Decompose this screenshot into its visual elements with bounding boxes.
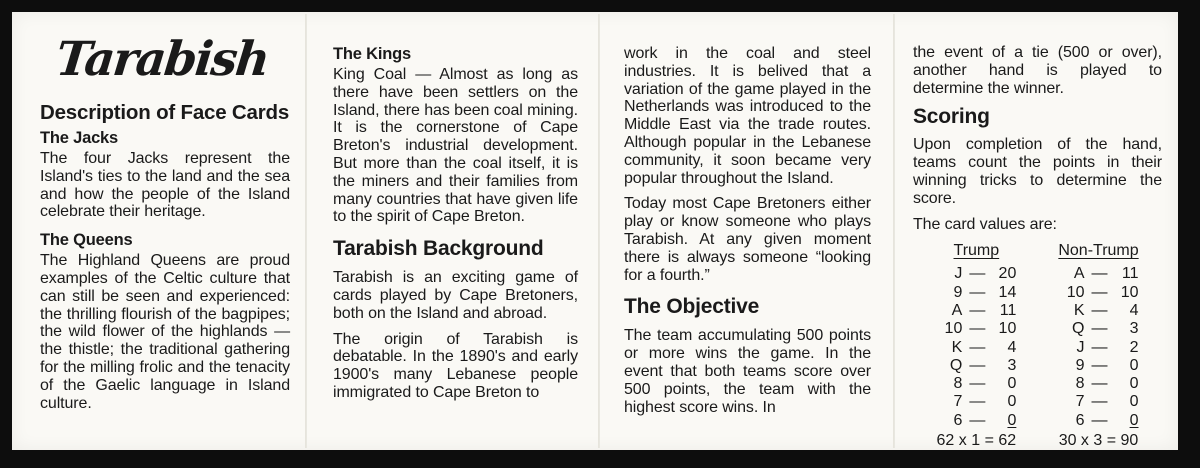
card-value-dash: —	[1091, 356, 1108, 374]
card-value-rank: 6	[1075, 411, 1085, 429]
card-value-row	[936, 265, 1016, 283]
card-value-rank: A	[951, 301, 963, 319]
card-value-row	[1058, 320, 1138, 338]
card-value-val: 3	[1129, 320, 1139, 338]
card-value-dash: —	[1091, 393, 1108, 411]
non-trump-column	[1058, 242, 1138, 450]
trump-total: 62 x 1 = 62	[936, 432, 1017, 450]
card-value-rank: J	[954, 265, 963, 283]
card-value-dash: —	[1091, 338, 1108, 356]
card-value-val: 10	[998, 320, 1017, 338]
card-value-row	[1058, 284, 1138, 302]
card-value-dash: —	[969, 283, 986, 301]
card-value-dash: —	[1091, 265, 1108, 283]
history-paragraph-2: Today most Cape Bretoners either play or know someone who plays Tarabish. At any given moment there is always someone “looking for a fourth.”	[624, 195, 871, 284]
card-value-val: 0	[1007, 375, 1017, 393]
history-paragraph-1: work in the coal and steel industries. It is belived that a variation of the game played in the Netherlands was introduced to the Middle East via the trade routes. Although popular in the Lebanese community, it soon became very popular throughout the Island.	[624, 45, 871, 187]
face-cards-heading: Description of Face Cards	[40, 101, 290, 124]
card-value-dash: —	[1091, 301, 1108, 319]
card-values-label: The card values are:	[913, 215, 1057, 233]
pamphlet-paper	[12, 12, 1178, 450]
objective-text: The team accumulating 500 points or more wins the game. In the event that both teams score over 500 points, the team with the highest score wins. In	[624, 327, 871, 416]
jacks-text: The four Jacks represent the Island's ties to the land and the sea and how the people of the Island celebrate their heritage.	[40, 150, 290, 221]
card-value-dash: —	[969, 356, 986, 374]
card-value-row	[936, 393, 1016, 411]
card-value-dash: —	[969, 393, 986, 411]
card-value-rank: 7	[1075, 393, 1085, 411]
card-value-rank: 10	[1066, 283, 1085, 301]
card-value-row	[936, 375, 1016, 393]
card-value-dash: —	[969, 301, 986, 319]
card-value-row	[936, 357, 1016, 375]
card-value-rank: Q	[949, 356, 963, 374]
non-trump-header: Non-Trump	[1058, 242, 1139, 260]
scoring-text: Upon completion of the hand, teams count the points in their winning tricks to determine the score.	[913, 136, 1162, 207]
trump-column	[936, 242, 1016, 450]
card-value-val: 0	[1007, 411, 1017, 429]
card-value-row	[936, 320, 1016, 338]
card-value-row	[1058, 375, 1138, 393]
card-value-val: 14	[998, 283, 1017, 301]
card-value-dash: —	[1091, 375, 1108, 393]
kings-text: King Coal — Almost as long as there have been settlers on the Island, there has been coal mining. It is the cornerstone of Cape Breton's industrial development. But more than the coal itself, it is the miners and their families from many countries that have given life to the spirit of Cape Breton.	[333, 66, 578, 226]
card-value-rank: 9	[1075, 356, 1085, 374]
card-value-rank: K	[951, 338, 963, 356]
non-trump-total: 30 x 3 = 90	[1058, 432, 1139, 450]
card-values-table	[913, 242, 1162, 450]
card-value-rank: 6	[953, 411, 963, 429]
queens-text: The Highland Queens are proud examples of the Celtic culture that can still be seen and experienced: the thrilling flourish of the bagpipes; the wild flower of the highlands — the thistle; the traditional gathering for the milling frolic and the tenacity of the Gaelic language in Island culture.	[40, 252, 290, 412]
card-value-row	[1058, 393, 1138, 411]
tie-text: the event of a tie (500 or over), another hand is played to determine the winner.	[913, 44, 1162, 97]
card-value-row	[1058, 412, 1138, 430]
jacks-heading: The Jacks	[40, 129, 119, 147]
card-value-rank: 7	[953, 393, 963, 411]
card-value-val: 0	[1129, 375, 1139, 393]
card-value-dash: —	[969, 375, 986, 393]
card-value-rank: 10	[944, 320, 963, 338]
card-value-row	[936, 339, 1016, 357]
card-value-dash: —	[969, 411, 986, 429]
card-value-val: 4	[1129, 301, 1139, 319]
objective-heading: The Objective	[624, 295, 760, 319]
card-value-dash: —	[1091, 320, 1108, 338]
card-value-row	[1058, 339, 1138, 357]
card-value-dash: —	[1091, 283, 1108, 301]
card-value-row	[1058, 302, 1138, 320]
background-paragraph-1: Tarabish is an exciting game of cards played by Cape Bretoners, both on the Island and abroad.	[333, 269, 578, 322]
card-value-val: 0	[1129, 411, 1139, 429]
scoring-heading: Scoring	[913, 105, 990, 129]
card-value-rank: 8	[953, 375, 963, 393]
card-value-rank: K	[1073, 301, 1085, 319]
card-value-row	[936, 302, 1016, 320]
card-value-rank: 8	[1075, 375, 1085, 393]
card-value-val: 3	[1007, 356, 1017, 374]
card-value-val: 11	[999, 301, 1017, 319]
card-value-val: 0	[1129, 393, 1139, 411]
card-value-dash: —	[969, 338, 986, 356]
card-value-dash: —	[969, 265, 986, 283]
card-value-val: 10	[1120, 283, 1139, 301]
panel-objective	[600, 12, 893, 450]
trump-rows	[936, 265, 1016, 430]
card-value-row	[936, 412, 1016, 430]
card-value-val: 0	[1007, 393, 1017, 411]
panel-kings-background	[307, 12, 598, 450]
card-value-val: 20	[998, 265, 1017, 283]
card-value-row	[936, 284, 1016, 302]
card-value-rank: Q	[1072, 320, 1085, 338]
card-value-dash: —	[1091, 411, 1108, 429]
card-value-val: 0	[1129, 356, 1139, 374]
background-paragraph-2: The origin of Tarabish is debatable. In the 1890's and early 1900's many Lebanese people immigrated to Cape Breton to	[333, 330, 578, 401]
card-value-rank: 9	[953, 283, 963, 301]
card-value-row	[1058, 265, 1138, 283]
card-value-val: 4	[1007, 338, 1017, 356]
panel-scoring	[895, 12, 1178, 450]
card-value-val: 2	[1129, 338, 1139, 356]
card-value-rank: A	[1073, 265, 1085, 283]
queens-heading: The Queens	[40, 231, 133, 250]
card-value-val: 11	[1121, 265, 1139, 283]
background-heading: Tarabish Background	[333, 237, 544, 261]
trump-header: Trump	[953, 242, 1000, 260]
card-value-row	[1058, 357, 1138, 375]
panel-face-cards	[12, 12, 305, 450]
card-value-dash: —	[969, 320, 986, 338]
card-value-rank: J	[1076, 338, 1085, 356]
tarabish-logo: Tarabish	[53, 32, 271, 87]
kings-heading: The Kings	[333, 45, 411, 63]
non-trump-rows	[1058, 265, 1138, 430]
